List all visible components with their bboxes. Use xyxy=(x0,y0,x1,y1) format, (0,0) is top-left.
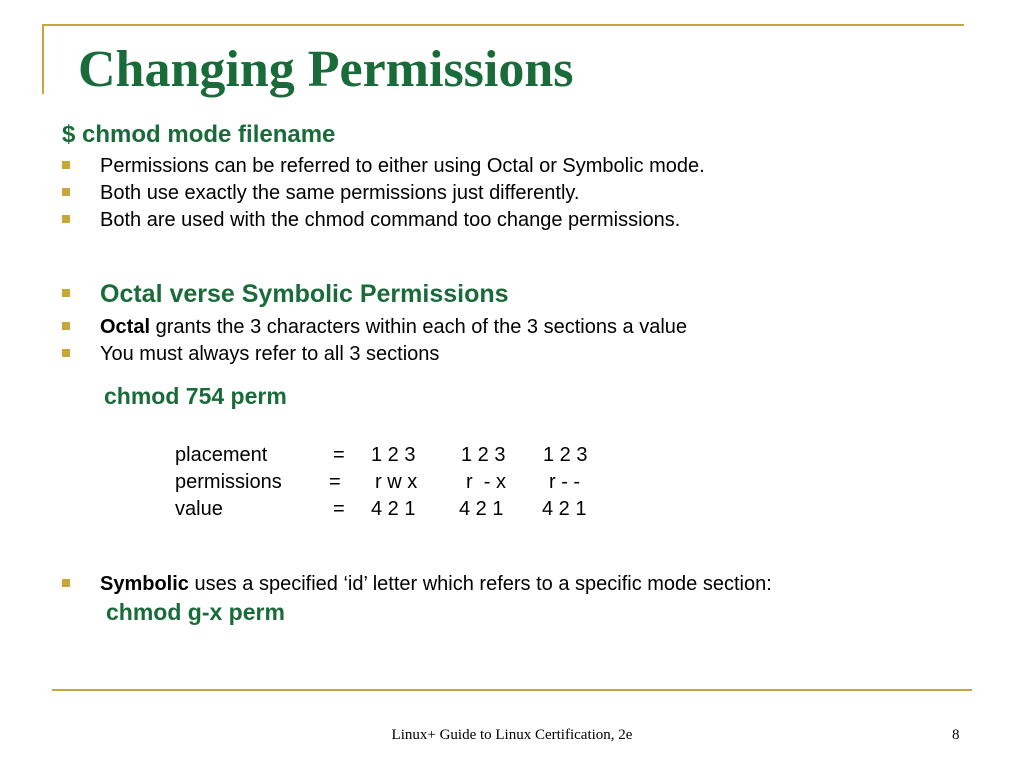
bullet-text: grants the 3 characters within each of the 3 sections a value xyxy=(150,316,688,338)
row-label: value xyxy=(175,498,223,520)
row-label: placement xyxy=(175,444,268,466)
octal-symbolic-heading xyxy=(62,282,509,306)
bullet-item xyxy=(62,154,705,178)
other-group-cell: r - - xyxy=(549,471,581,493)
owner-group-cell: 1 2 3 xyxy=(371,444,416,466)
group-group-cell: r - x xyxy=(466,471,506,493)
equals-sign: = xyxy=(333,498,345,520)
other-group-cell: 4 2 1 xyxy=(542,498,587,520)
equals-sign: = xyxy=(329,471,341,493)
top-frame-rule xyxy=(42,24,964,26)
bullet-text: Both use exactly the same permissions just differently. xyxy=(100,182,580,204)
bullet-item xyxy=(62,315,687,339)
bullet-item xyxy=(62,208,680,232)
footer-caption: Linux+ Guide to Linux Certification, 2e xyxy=(391,727,633,743)
page-number: 8 xyxy=(952,727,960,743)
heading-text: Octal verse Symbolic Permissions xyxy=(100,280,509,308)
row-label: permissions xyxy=(175,471,282,493)
symbolic-example-command: chmod g-x perm xyxy=(106,599,285,625)
slide-title: Changing Permissions xyxy=(78,41,574,98)
other-group-cell: 1 2 3 xyxy=(543,444,588,466)
bullet-text: You must always refer to all 3 sections xyxy=(100,343,440,365)
bullet-text: Both are used with the chmod command too change permissions. xyxy=(100,209,681,231)
group-group-cell: 4 2 1 xyxy=(459,498,504,520)
bullet-text: uses a specified ‘id’ letter which refers to a specific mode section: xyxy=(188,573,772,595)
footer-rule xyxy=(52,689,972,691)
square-bullet-icon xyxy=(62,188,70,196)
square-bullet-icon xyxy=(62,161,70,169)
owner-group-cell: 4 2 1 xyxy=(371,498,416,520)
bullet-item xyxy=(62,572,772,596)
bullet-item xyxy=(62,181,579,205)
group-group-cell: 1 2 3 xyxy=(461,444,506,466)
octal-example-command: chmod 754 perm xyxy=(104,383,287,409)
square-bullet-icon xyxy=(62,579,70,587)
square-bullet-icon xyxy=(62,322,70,330)
command-syntax-heading: $ chmod mode filename xyxy=(62,121,336,148)
equals-sign: = xyxy=(333,444,345,466)
square-bullet-icon xyxy=(62,349,70,357)
left-frame-rule xyxy=(42,24,44,94)
bullet-item xyxy=(62,342,439,366)
square-bullet-icon xyxy=(62,289,70,297)
bullet-text: Permissions can be referred to either using Octal or Symbolic mode. xyxy=(100,155,705,177)
symbolic-term: Symbolic xyxy=(100,573,189,595)
square-bullet-icon xyxy=(62,215,70,223)
owner-group-cell: r w x xyxy=(375,471,418,493)
octal-term: Octal xyxy=(100,316,151,338)
